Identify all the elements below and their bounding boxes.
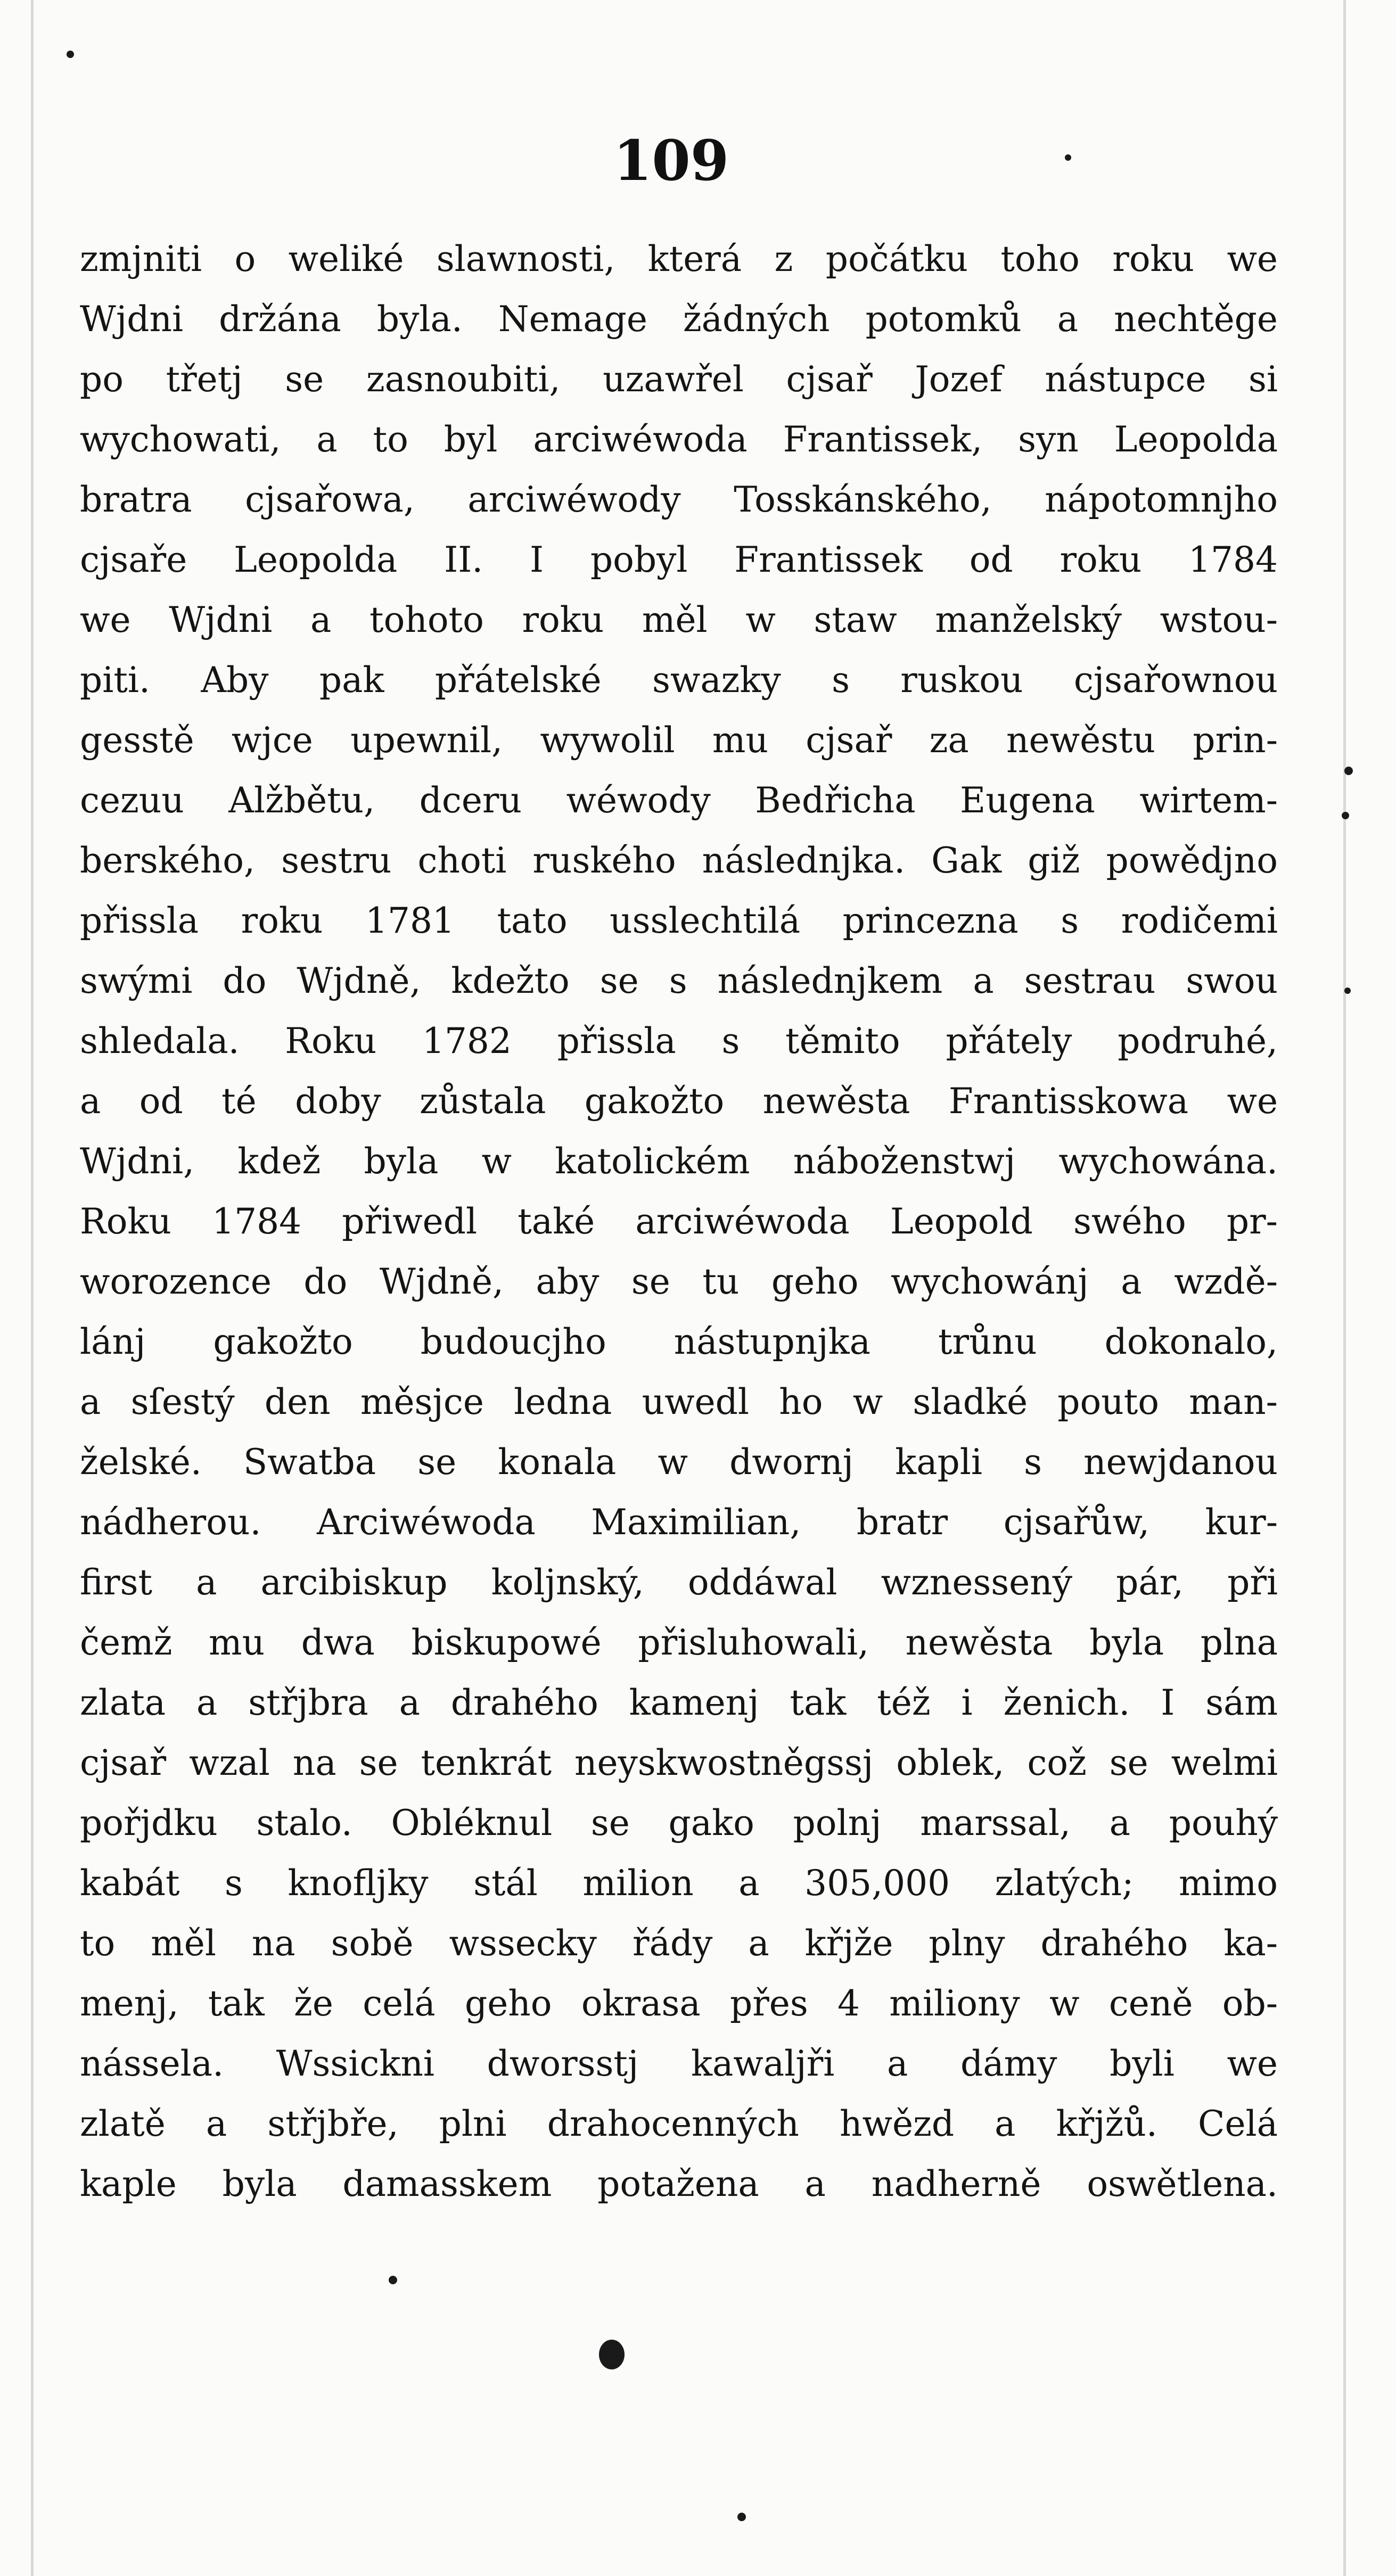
- scan-speck: [599, 2340, 625, 2369]
- text-line: bratra cjsařowa, arciwéwody Tosskánského, nápotomnjho: [80, 479, 1278, 520]
- text-line: wychowati, a to byl arciwéwoda Frantissek, syn Leopolda: [80, 419, 1278, 460]
- text-line: gesstě wjce upewnil, wywolil mu cjsař za newěstu prin-: [80, 720, 1278, 761]
- scan-speck: [1342, 812, 1349, 819]
- text-line: zlata a střjbra a drahého kamenj tak též i ženich. I sám: [80, 1682, 1278, 1723]
- scan-speck: [389, 2276, 397, 2284]
- scan-speck: [1344, 767, 1353, 775]
- text-line: we Wjdni a tohoto roku měl w staw manželský wstou-: [80, 599, 1278, 640]
- text-line: berského, sestru choti ruského následnjka. Gak giž powědjno: [80, 840, 1278, 881]
- text-line: worozence do Wjdně, aby se tu geho wychowánj a wzdě-: [80, 1261, 1278, 1302]
- text-line: nádherou. Arciwéwoda Maximilian, bratr cjsařůw, kur-: [80, 1502, 1278, 1543]
- page-number: 109: [613, 128, 729, 193]
- scan-speck: [737, 2513, 746, 2521]
- text-line: to měl na sobě wssecky řády a křjže plny drahého ka-: [80, 1923, 1278, 1964]
- text-line: piti. Aby pak přátelské swazky s ruskou cjsařownou: [80, 660, 1278, 701]
- text-line: želské. Swatba se konala w dwornj kapli s newjdanou: [80, 1442, 1278, 1483]
- text-line: Roku 1784 přiwedl také arciwéwoda Leopold swého pr-: [80, 1201, 1278, 1242]
- text-line: cezuu Alžbětu, dceru wéwody Bedřicha Eugena wirtem-: [80, 780, 1278, 821]
- text-line: pořjdku stalo. Obléknul se gako polnj marssal, a pouhý: [80, 1803, 1278, 1843]
- text-line: přissla roku 1781 tato usslechtilá princezna s rodičemi: [80, 900, 1278, 941]
- text-line: po třetj se zasnoubiti, uzawřel cjsař Jozef nástupce si: [80, 359, 1278, 400]
- text-line: first a arcibiskup koljnský, oddáwal wznessený pár, při: [80, 1562, 1278, 1603]
- text-line: a od té doby zůstala gakožto newěsta Frantisskowa we: [80, 1081, 1278, 1122]
- text-line: Wjdni, kdež byla w katolickém náboženstwj wychowána.: [80, 1141, 1278, 1182]
- scan-speck: [67, 51, 74, 58]
- text-line: nássela. Wssickni dworsstj kawaljři a dámy byli we: [80, 2043, 1278, 2084]
- text-line: zlatě a střjbře, plni drahocenných hwězd a křjžů. Celá: [80, 2103, 1278, 2144]
- text-line: cjsaře Leopolda II. I pobyl Frantissek od roku 1784: [80, 539, 1278, 580]
- text-line: čemž mu dwa biskupowé přisluhowali, newěsta byla plna: [80, 1622, 1278, 1663]
- text-line: Wjdni držána byla. Nemage žádných potomků a nechtěge: [80, 299, 1278, 340]
- scan-speck: [1065, 154, 1071, 161]
- text-line: menj, tak že celá geho okrasa přes 4 miliony w ceně ob-: [80, 1983, 1278, 2024]
- text-line: a sſestý den měsjce ledna uwedl ho w sladké pouto man-: [80, 1381, 1278, 1422]
- body-text: [80, 229, 1278, 2214]
- text-line: cjsař wzal na se tenkrát neyskwostněgssj oblek, což se welmi: [80, 1742, 1278, 1783]
- text-line: swými do Wjdně, kdežto se s následnjkem a sestrau swou: [80, 960, 1278, 1001]
- text-line: kabát s knofljky stál milion a 305,000 zlatých; mimo: [80, 1863, 1278, 1904]
- text-line: lánj gakožto budoucjho nástupnjka trůnu dokonalo,: [80, 1321, 1278, 1362]
- text-line: shledala. Roku 1782 přissla s těmito přátely podruhé,: [80, 1020, 1278, 1061]
- scan-speck: [1344, 987, 1351, 994]
- text-line: zmjniti o weliké slawnosti, která z počátku toho roku we: [80, 238, 1278, 279]
- text-line: kaple byla damasskem potažena a nadherně oswětlena.: [80, 2163, 1278, 2204]
